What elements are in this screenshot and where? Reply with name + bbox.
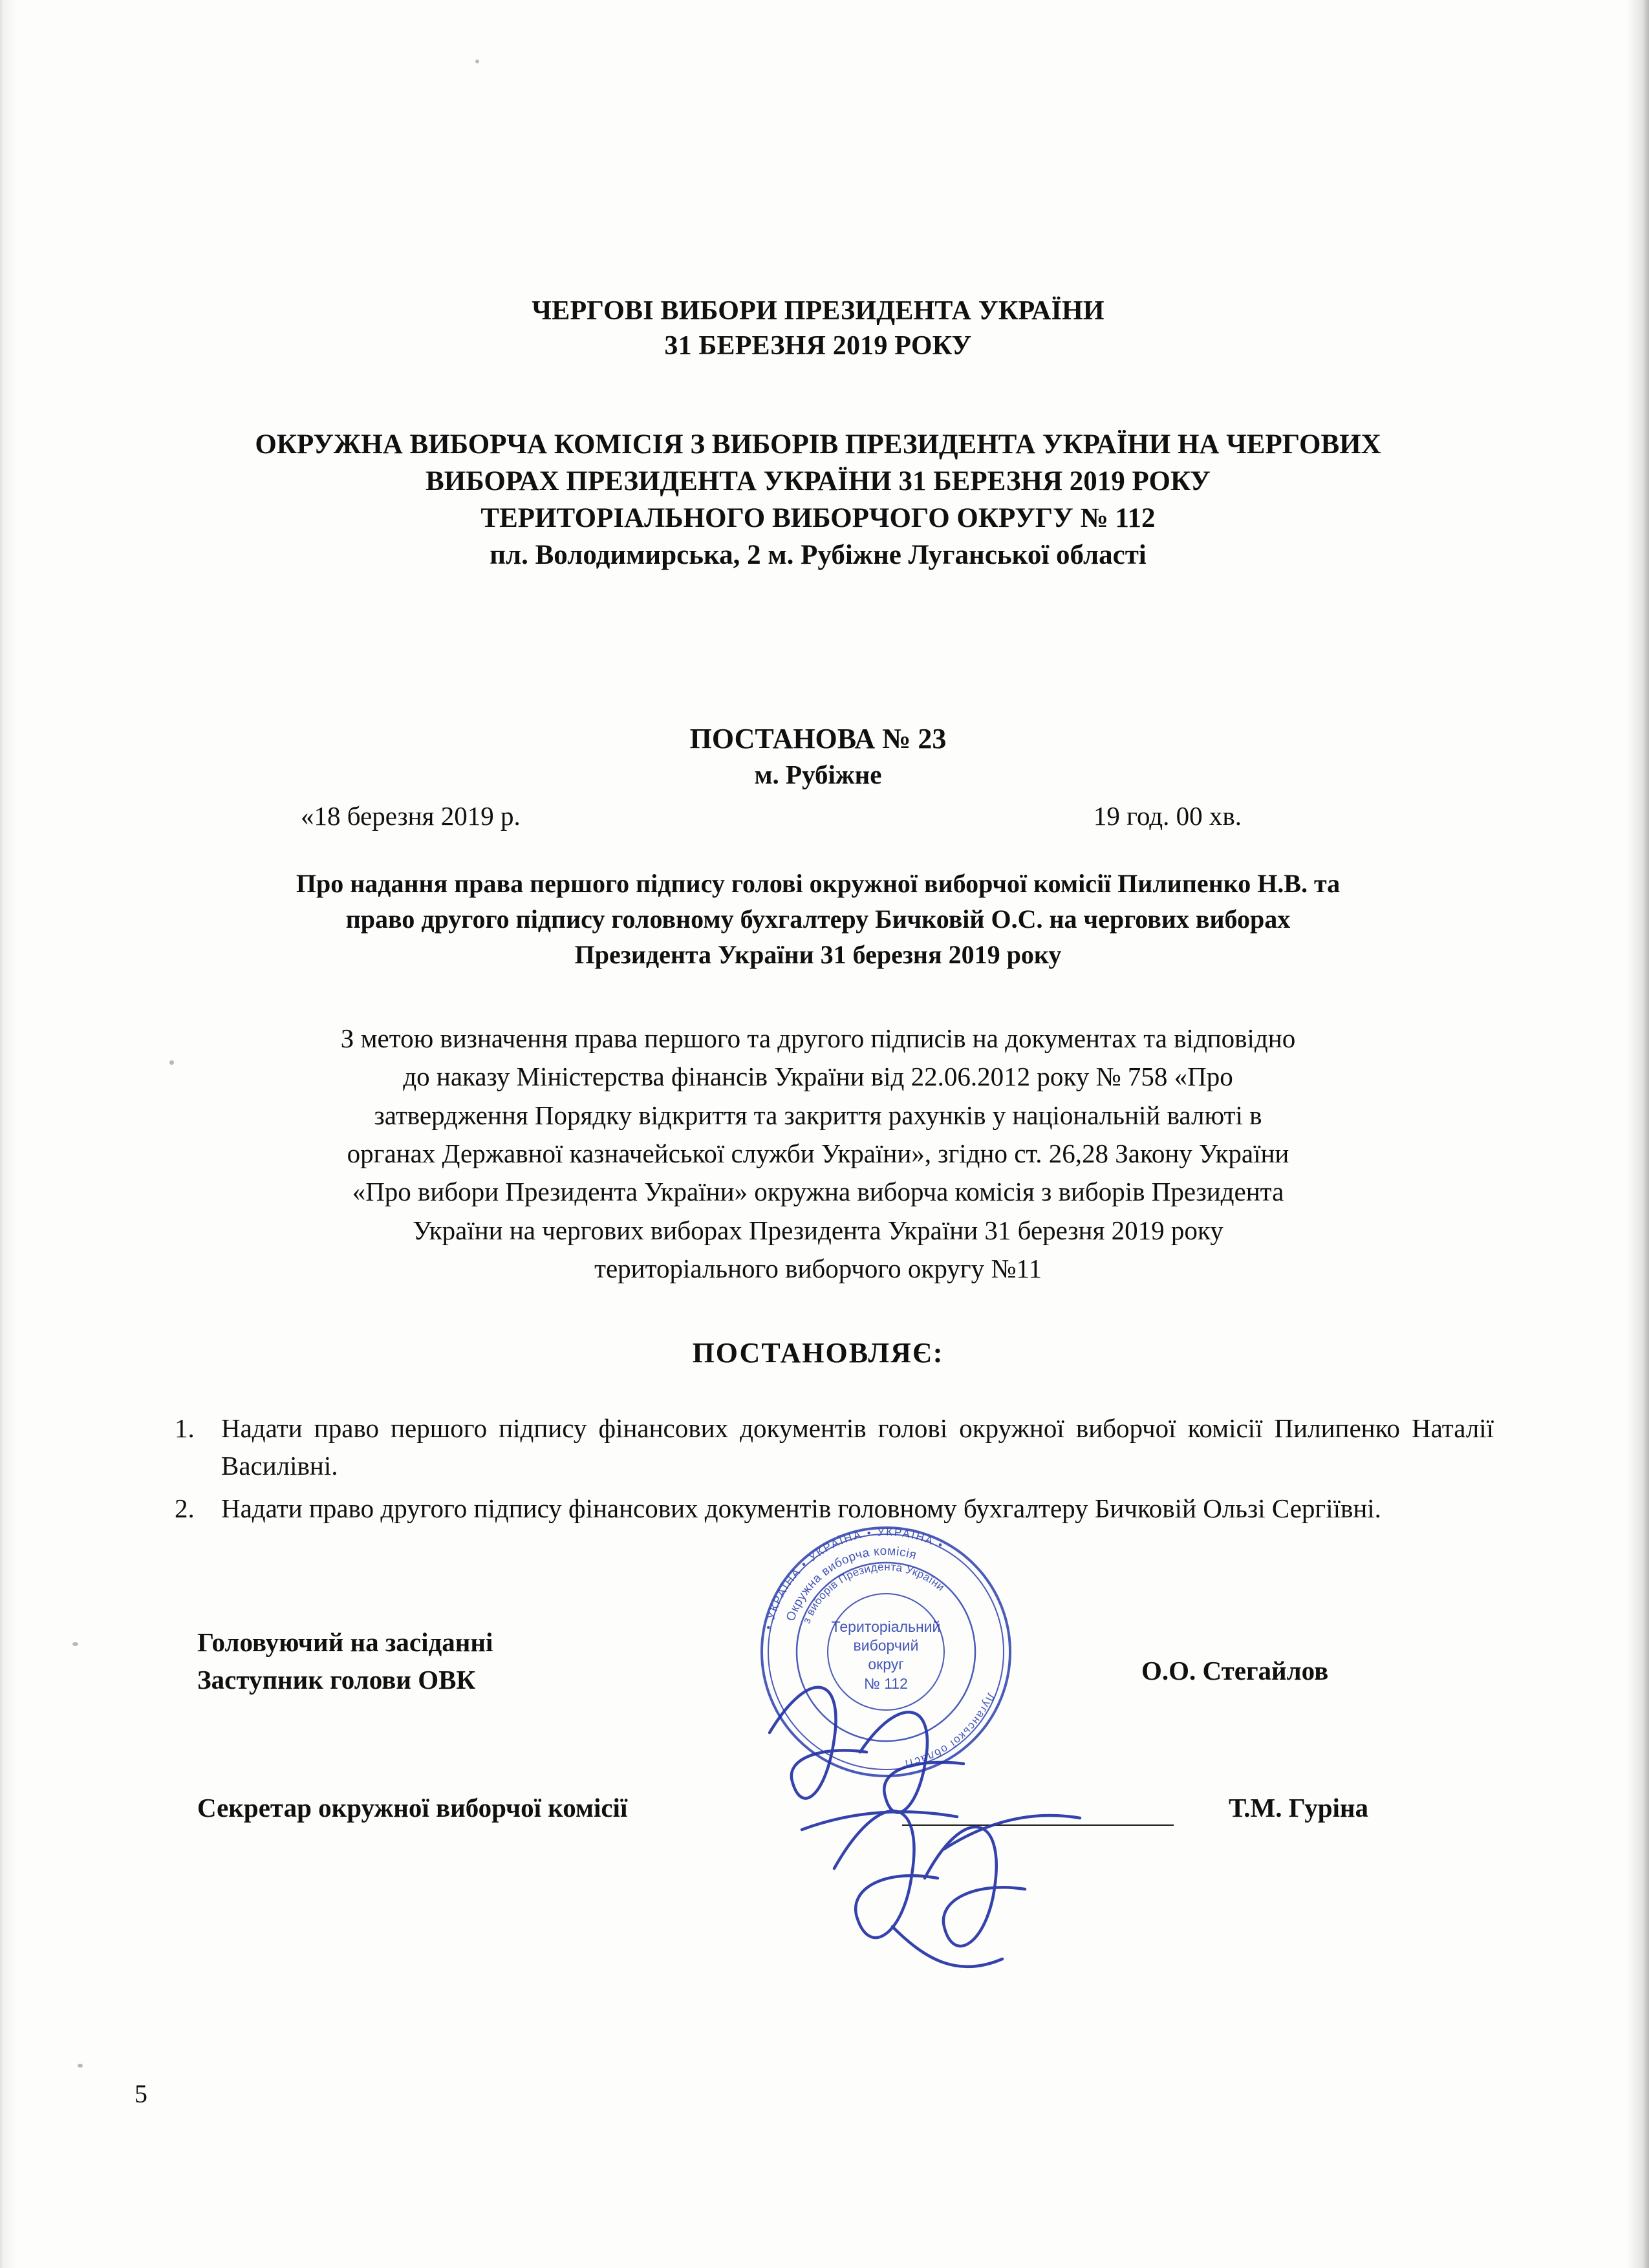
chair-name: О.О. Стегайлов — [1141, 1656, 1329, 1686]
svg-text:з виборів Президента України: з виборів Президента України — [800, 1560, 947, 1625]
preamble-line-7: територіального виборчого округу №11 — [594, 1254, 1042, 1284]
commission-title — [136, 426, 1500, 574]
preamble-line-6: України на чергових виборах Президента України 31 березня 2019 року — [413, 1215, 1223, 1245]
subject-line-3: Президента України 31 березня 2019 року — [574, 939, 1062, 969]
preamble-line-1: З метою визначення права першого та другого підписів на документах та відповідно — [340, 1023, 1296, 1053]
header-line-1: ЧЕРГОВІ ВИБОРИ ПРЕЗИДЕНТА УКРАЇНИ — [532, 296, 1105, 326]
signature-area — [136, 1624, 1500, 1857]
preamble-line-4: органах Державної казначейської служби України», згідно ст. 26,28 Закону України — [347, 1138, 1289, 1168]
document-content — [136, 294, 1500, 1857]
scan-speck — [72, 1642, 78, 1646]
chair-role — [197, 1624, 493, 1698]
svg-text:виборчий: виборчий — [853, 1637, 919, 1654]
list-item-number: 2. — [175, 1493, 195, 1524]
svg-text:Луганської області: Луганської області — [903, 1691, 997, 1770]
preamble-line-2: до наказу Міністерства фінансів України від 22.06.2012 року № 758 «Про — [403, 1062, 1233, 1092]
subject-line-2: право другого підпису головному бухгалтеру Бичковій О.С. на чергових виборах — [345, 904, 1291, 934]
commission-line-3: ТЕРИТОРІАЛЬНОГО ВИБОРЧОГО ОКРУГУ № 112 — [480, 502, 1156, 533]
list-item-text: Надати право другого підпису фінансових документів головному бухгалтеру Бичковій Ользі Сергіївні. — [221, 1493, 1381, 1524]
preamble-line-5: «Про вибори Президента України» окружна виборча комісія з виборів Президента — [352, 1177, 1284, 1207]
resolution-date-row — [136, 800, 1500, 837]
scan-edge-left — [0, 0, 17, 2268]
svg-text:№ 112: № 112 — [864, 1675, 908, 1692]
list-item-text: Надати право першого підпису фінансових документів голові окружної виборчої комісії Пилипенко Наталії Василівні. — [221, 1413, 1494, 1481]
secretary-signature-rule — [902, 1824, 1174, 1826]
header-line-2: 31 БЕРЕЗНЯ 2019 РОКУ — [664, 330, 972, 361]
document-header — [136, 294, 1500, 364]
commission-line-1: ОКРУЖНА ВИБОРЧА КОМІСІЯ З ВИБОРІВ ПРЕЗИДЕНТА УКРАЇНИ НА ЧЕРГОВИХ — [255, 429, 1381, 460]
resolution-city: м. Рубіжне — [754, 760, 882, 790]
preamble-line-3: затвердження Порядку відкриття та закриття рахунків у національній валюті в — [374, 1100, 1262, 1130]
resolution-date: «18 березня 2019 р. — [301, 801, 521, 831]
scan-speck — [78, 2064, 83, 2068]
list-item-number: 1. — [175, 1413, 195, 1443]
resolution-title: ПОСТАНОВА № 23 — [689, 723, 947, 755]
preamble-paragraph — [136, 1020, 1500, 1289]
resolution-subject — [136, 866, 1500, 972]
svg-text:округ: округ — [868, 1656, 904, 1673]
commission-line-2: ВИБОРАХ ПРЕЗИДЕНТА УКРАЇНИ 31 БЕРЕЗНЯ 2019 РОКУ — [426, 465, 1211, 497]
secretary-name: Т.М. Гуріна — [1229, 1793, 1369, 1823]
scan-speck — [475, 59, 479, 63]
resolution-time: 19 год. 00 хв. — [1093, 801, 1242, 831]
chair-role-line-1: Головуючий на засіданні — [197, 1627, 493, 1658]
svg-text:Територіальний: Територіальний — [831, 1618, 941, 1635]
svg-text:• УКРАЇНА • УКРАЇНА • УКРАЇНА: • УКРАЇНА • УКРАЇНА • УКРАЇНА • — [762, 1525, 947, 1631]
chair-role-line-2: Заступник голови ОВК — [197, 1664, 476, 1695]
list-item — [175, 1490, 1494, 1527]
svg-text:Окружна виборча комісія: Окружна виборча комісія — [784, 1544, 918, 1623]
secretary-role: Секретар окружної виборчої комісії — [197, 1793, 628, 1823]
subject-line-1: Про надання права першого підпису голові окружної виборчої комісії Пилипенко Н.В. та — [296, 869, 1341, 899]
resolution-items — [136, 1409, 1500, 1528]
commission-address: пл. Володимирська, 2 м. Рубіжне Луганської області — [490, 540, 1147, 571]
page-number: 5 — [135, 2079, 147, 2108]
resolves-label: ПОСТАНОВЛЯЄ: — [692, 1336, 944, 1369]
list-item — [175, 1409, 1494, 1484]
scan-edge-right — [1627, 0, 1649, 2268]
